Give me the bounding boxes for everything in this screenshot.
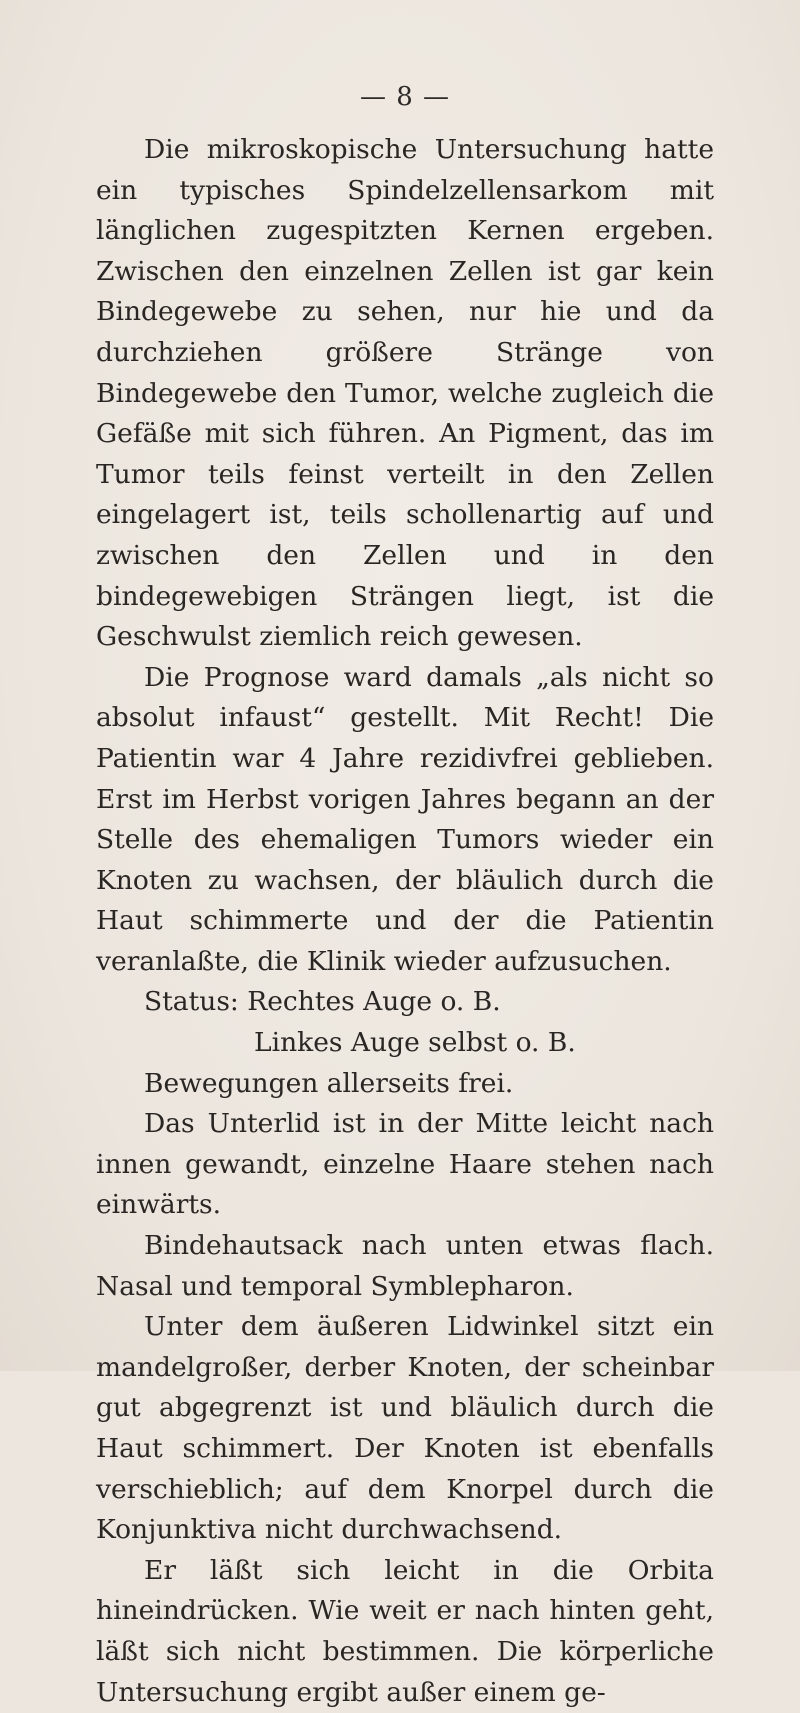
paragraph-conjunctival-sac: Bindehautsack nach unten etwas flach. Nasal und temporal Symblepharon. <box>96 1230 714 1302</box>
paragraph-status-right-eye: Status: Rechtes Auge o. B. <box>144 986 501 1018</box>
paragraph-movements: Bewegungen allerseits frei. <box>144 1067 514 1099</box>
paragraph-status-left-eye: Linkes Auge selbst o. B. <box>254 1027 576 1059</box>
page-number: — 8 — <box>359 82 451 112</box>
paragraph-lower-lid: Das Unterlid ist in der Mitte leicht nach innen gewandt, einzelne Haare stehen nach einwärts. <box>96 1108 714 1221</box>
paragraph-histology: Die mikroskopische Untersuchung hatte ein typisches Spindelzellensarkom mit länglichen zugespitzten Kernen ergeben. Zwischen den einzelnen Zellen ist gar kein Bindegewebe zu sehen, nur hie und da durchziehen größere Stränge von Bindegewebe den Tumor, welche zugleich die Gefäße mit sich führen. An Pigment, das im Tumor teils feinst verteilt in den Zellen eingelagert ist, teils schollenartig auf und zwischen den Zellen und in den bindegewebigen Strängen liegt, ist die Geschwulst ziemlich reich gewesen. <box>96 134 714 653</box>
body-text <box>96 130 714 1713</box>
paragraph-prognosis: Die Prognose ward damals „als nicht so absolut infaust“ gestellt. Mit Recht! Die Patientin war 4 Jahre rezidivfrei geblieben. Erst im Herbst vorigen Jahres begann an der Stelle des ehemaligen Tumors wieder ein Knoten zu wachsen, der bläulich durch die Haut schimmerte und der die Patientin veranlaßte, die Klinik wieder aufzusuchen. <box>96 661 714 977</box>
paragraph-nodule: Unter dem äußeren Lidwinkel sitzt ein mandelgroßer, derber Knoten, der scheinbar gut abgegrenzt ist und bläulich durch die Haut schimmert. Der Knoten ist ebenfalls verschieblich; auf dem Knorpel durch die Konjunktiva nicht durchwachsend. <box>96 1311 714 1546</box>
paragraph-orbita: Er läßt sich leicht in die Orbita hineindrücken. Wie weit er nach hinten geht, läßt sich nicht bestimmen. Die körperliche Untersuchung ergibt außer einem ge- <box>96 1554 714 1708</box>
